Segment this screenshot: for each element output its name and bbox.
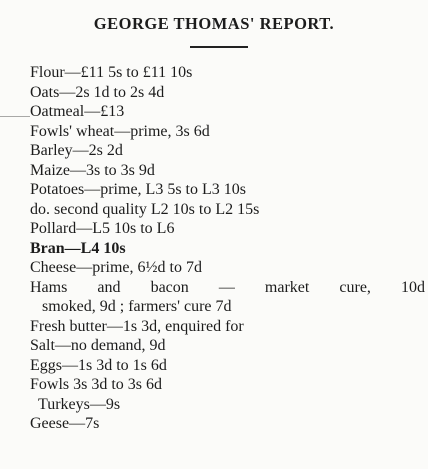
price-line-oats: Oats—2s 1d to 2s 4d — [30, 83, 165, 101]
price-line-barley: Barley—2s 2d — [30, 142, 123, 159]
report-title: GEORGE THOMAS' REPORT. — [93, 14, 335, 33]
price-line-flour: Flour—£11 5s to £11 10s — [30, 64, 193, 81]
price-line-eggs: Eggs—1s 3d to 1s 6d — [30, 356, 167, 374]
price-line-bran: Bran—L4 10s — [30, 239, 126, 257]
price-line-maize: Maize—3s to 3s 9d — [30, 161, 155, 179]
price-line-hams-bacon: Hams and bacon — market cure, 10d — [30, 278, 425, 296]
price-line-cheese: Cheese—prime, 6½d to 7d — [30, 259, 202, 276]
margin-dash — [0, 116, 30, 117]
price-line-turkeys: Turkeys—9s — [38, 395, 121, 413]
price-line-geese: Geese—7s — [30, 415, 100, 432]
title-rule — [190, 46, 248, 48]
price-line-fowls-wheat: Fowls' wheat—prime, 3s 6d — [30, 122, 210, 140]
price-line-oatmeal: Oatmeal—£13 — [30, 103, 125, 120]
price-list — [30, 63, 425, 434]
price-line-hams-bacon-cont: smoked, 9d ; farmers' cure 7d — [42, 298, 232, 315]
price-line-fowls: Fowls 3s 3d to 3s 6d — [30, 376, 163, 393]
price-line-fresh-butter: Fresh butter—1s 3d, enquired for — [30, 317, 244, 335]
price-line-pollard: Pollard—L5 10s to L6 — [30, 220, 175, 237]
price-line-potatoes: Potatoes—prime, L3 5s to L3 10s — [30, 181, 246, 198]
price-line-potatoes-second: do. second quality L2 10s to L2 15s — [30, 200, 260, 218]
price-line-salt: Salt—no demand, 9d — [30, 337, 166, 354]
